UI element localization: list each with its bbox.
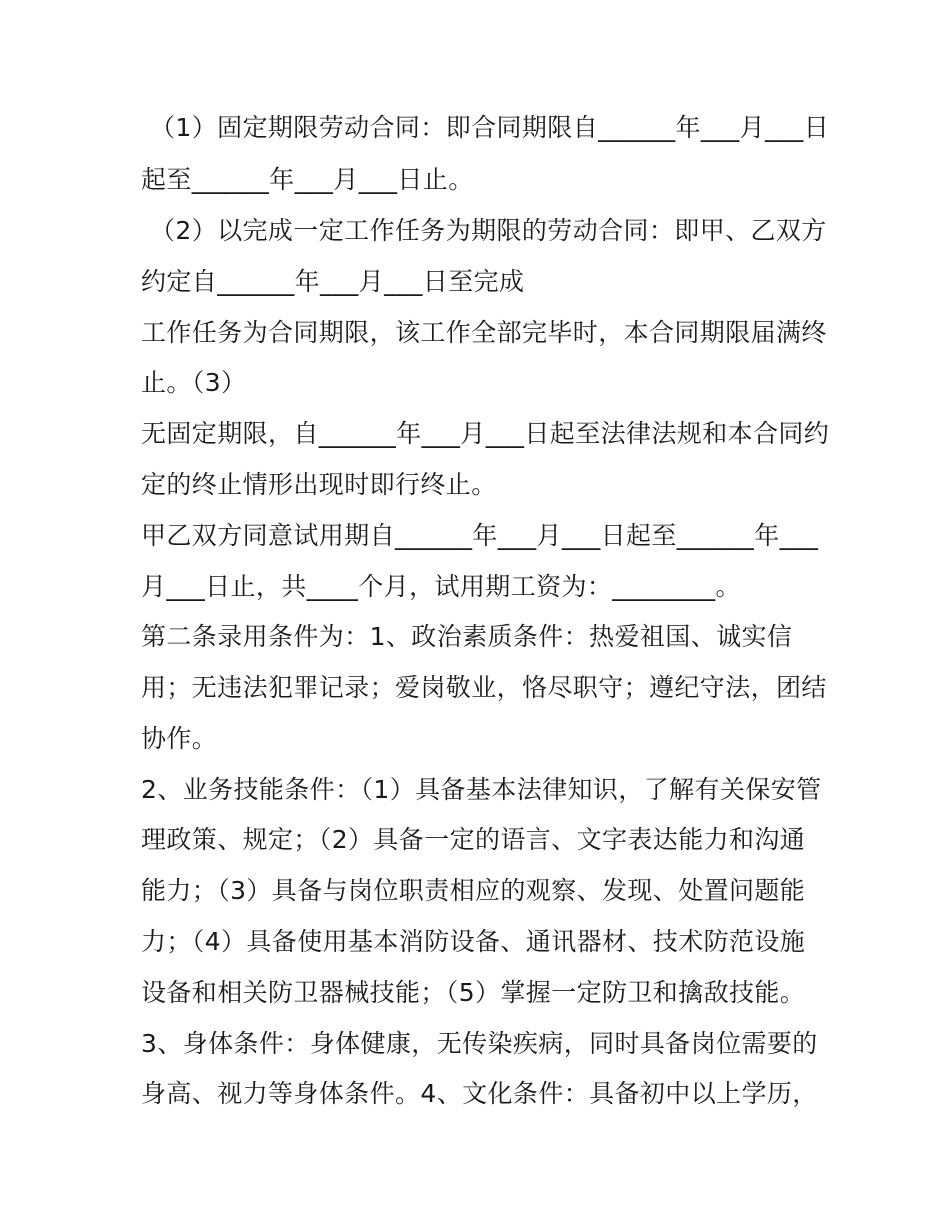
text-line: 用；无违法犯罪记录；爱岗敬业，恪尽职守；遵纪守法，团结 — [141, 673, 827, 702]
text-line: 2、业务技能条件：（1）具备基本法律知识，了解有关保安管 — [141, 775, 822, 804]
text-line: 止。（3） — [141, 368, 247, 397]
text-line: 起至______年___月___日止。 — [141, 165, 474, 194]
text-line: 甲乙双方同意试用期自______年___月___日起至______年___ — [141, 521, 819, 550]
text-line: 设备和相关防卫器械技能；（5）掌握一定防卫和擒敌技能。 — [141, 978, 806, 1007]
text-line: 定的终止情形出现时即行终止。 — [141, 470, 497, 499]
text-line: 约定自______年___月___日至完成 — [141, 267, 525, 296]
text-line: 工作任务为合同期限，该工作全部完毕时，本合同期限届满终 — [141, 318, 827, 347]
text-line: 力；（4）具备使用基本消防设备、通讯器材、技术防范设施 — [141, 927, 806, 956]
text-line: （2）以完成一定工作任务为期限的劳动合同：即甲、乙双方 — [150, 216, 827, 245]
text-line: 能力；（3）具备与岗位职责相应的观察、发现、处置问题能 — [141, 876, 806, 905]
text-line: 无固定期限，自______年___月___日起至法律法规和本合同约 — [141, 419, 830, 448]
text-line: （1）固定期限劳动合同：即合同期限自______年___月___日 — [150, 113, 830, 142]
text-line: 3、身体条件：身体健康，无传染疾病，同时具备岗位需要的 — [141, 1029, 818, 1058]
text-line: 协作。 — [141, 724, 218, 753]
text-line: 身高、视力等身体条件。4、文化条件：具备初中以上学历， — [141, 1079, 818, 1108]
text-line: 月___日止，共____个月，试用期工资为：________。 — [141, 572, 741, 601]
text-line: 理政策、规定；（2）具备一定的语言、文字表达能力和沟通 — [141, 825, 806, 854]
text-line: 第二条录用条件为：1、政治素质条件：热爱祖国、诚实信 — [141, 622, 793, 651]
